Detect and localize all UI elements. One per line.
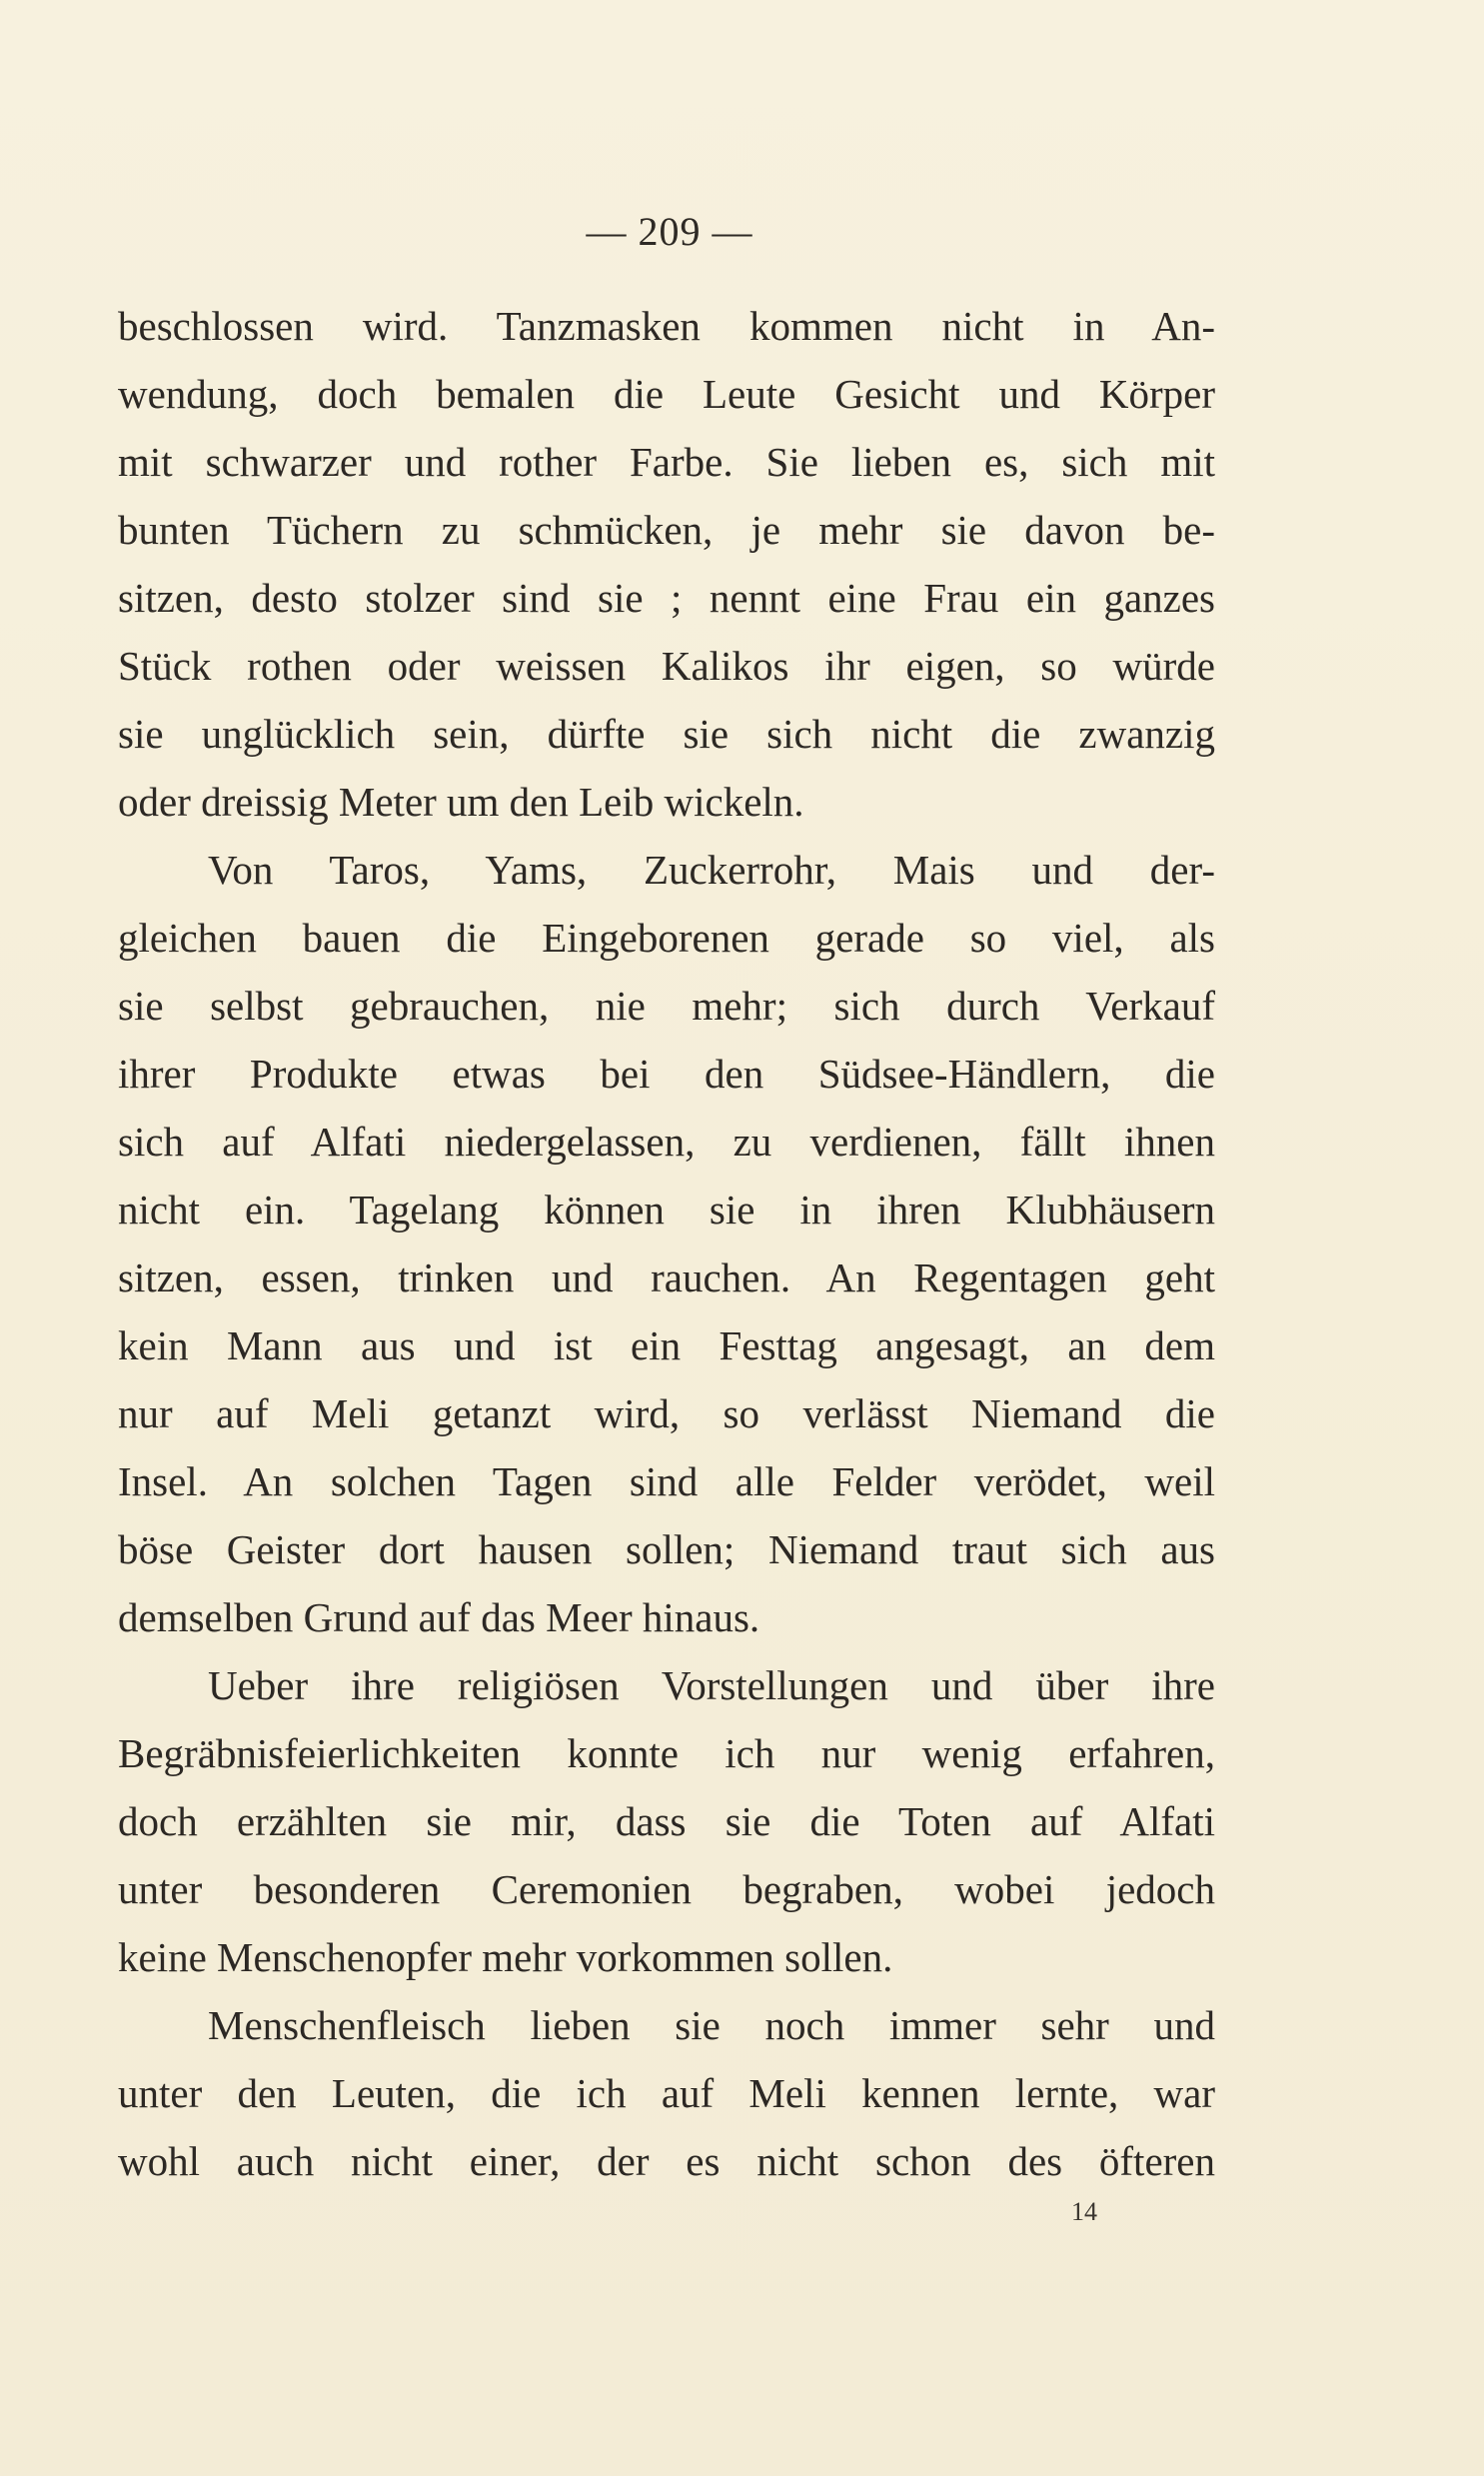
text-line: sich auf Alfati niedergelassen, zu verdienen, fällt ihnen — [118, 1119, 1215, 1165]
signature-mark: 14 — [1071, 2197, 1097, 2226]
text-line: gleichen bauen die Eingeborenen gerade so viel, als — [118, 915, 1215, 961]
paragraph — [118, 836, 1215, 1651]
text-line: keine Menschenopfer mehr vorkommen sollen. — [118, 1934, 893, 1980]
page-number: — 209 — — [586, 209, 753, 254]
text-line: Von Taros, Yams, Zuckerrohr, Mais und der- — [208, 847, 1215, 893]
text-line: böse Geister dort hausen sollen; Niemand traut sich aus — [118, 1526, 1215, 1572]
text-line: bunten Tüchern zu schmücken, je mehr sie davon be- — [118, 507, 1215, 553]
text-line: doch erzählten sie mir, dass sie die Toten auf Alfati — [118, 1798, 1215, 1844]
text-line: oder dreissig Meter um den Leib wickeln. — [118, 779, 804, 825]
text-line: nicht ein. Tagelang können sie in ihren Klubhäusern — [118, 1187, 1215, 1233]
text-line: Stück rothen oder weissen Kalikos ihr eigen, so würde — [118, 643, 1215, 689]
text-line: unter besonderen Ceremonien begraben, wobei jedoch — [118, 1866, 1215, 1912]
text-line: ihrer Produkte etwas bei den Südsee-Händlern, die — [118, 1051, 1215, 1097]
text-line: mit schwarzer und rother Farbe. Sie lieben es, sich mit — [118, 439, 1215, 485]
text-line: wendung, doch bemalen die Leute Gesicht und Körper — [118, 371, 1215, 417]
text-line: sitzen, desto stolzer sind sie ; nennt eine Frau ein ganzes — [118, 575, 1215, 621]
body-text — [118, 292, 1215, 2195]
text-line: demselben Grund auf das Meer hinaus. — [118, 1594, 760, 1640]
paragraph — [118, 292, 1215, 836]
paragraph — [118, 1991, 1215, 2195]
text-line: nur auf Meli getanzt wird, so verlässt Niemand die — [118, 1390, 1215, 1436]
text-line: wohl auch nicht einer, der es nicht schon des öfteren — [118, 2138, 1215, 2184]
text-line: sitzen, essen, trinken und rauchen. An Regentagen geht — [118, 1254, 1215, 1300]
text-line: unter den Leuten, die ich auf Meli kennen lernte, war — [118, 2070, 1215, 2116]
text-line: sie unglücklich sein, dürfte sie sich nicht die zwanzig — [118, 711, 1215, 757]
text-line: Begräbnisfeierlichkeiten konnte ich nur wenig erfahren, — [118, 1730, 1215, 1776]
text-line: Menschenfleisch lieben sie noch immer sehr und — [208, 2002, 1215, 2048]
text-line: beschlossen wird. Tanzmasken kommen nicht in An- — [118, 303, 1215, 349]
text-line: kein Mann aus und ist ein Festtag angesagt, an dem — [118, 1322, 1215, 1368]
text-line: sie selbst gebrauchen, nie mehr; sich durch Verkauf — [118, 983, 1215, 1029]
text-line: Insel. An solchen Tagen sind alle Felder verödet, weil — [118, 1458, 1215, 1504]
text-line: Ueber ihre religiösen Vorstellungen und über ihre — [208, 1662, 1215, 1708]
paragraph — [118, 1651, 1215, 1991]
